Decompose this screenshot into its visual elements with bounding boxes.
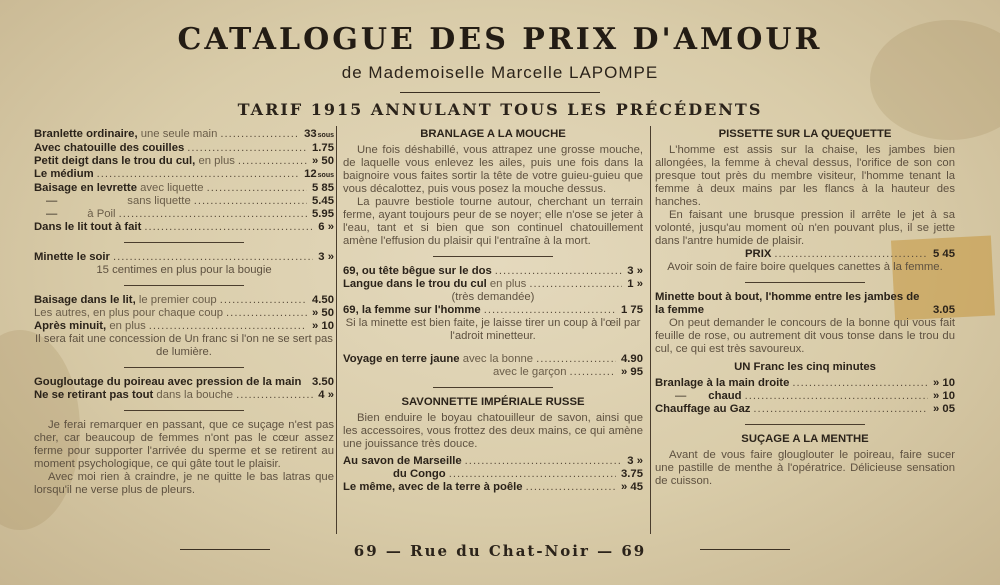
price-row: — chaud ..... » 10 bbox=[655, 390, 955, 403]
price-row: Baisage dans le lit, le premier coup ..... 4.50 bbox=[34, 294, 334, 307]
price-row: Langue dans le trou du cul en plus ..... 1 » bbox=[343, 278, 643, 291]
price-row: Petit deigt dans le trou du cul, en plus ..... » 50 bbox=[34, 155, 334, 168]
section-heading: BRANLAGE A LA MOUCHE bbox=[420, 128, 566, 140]
column-rule bbox=[650, 126, 651, 534]
column-right bbox=[655, 128, 955, 488]
paragraph: Avec moi rien à craindre, je ne quitte le bas latras que lorsqu'il ne verse plus de pleurs. bbox=[34, 471, 334, 496]
price-row: — sans liquette ..... 5.45 bbox=[34, 195, 334, 208]
price-row: Gougloutage du poireau avec pression de la main 3.50 bbox=[34, 376, 334, 388]
paragraph: Bien enduire le boyau chatouilleur de savon, ainsi que les accessoires, vous frottez des deux mains, ce qui amène une jouissance très douce. bbox=[343, 412, 643, 450]
price-row: Après minuit, en plus ..... » 10 bbox=[34, 320, 334, 333]
divider bbox=[400, 92, 600, 93]
footer-address: 69 — Rue du Chat-Noir — 69 bbox=[353, 542, 647, 560]
price-row: PRIX ..... 5 45 bbox=[655, 248, 955, 261]
footer-ornament bbox=[700, 549, 790, 550]
paragraph: L'homme est assis sur la chaise, les jambes bien allongées, la femme à cheval dessus, l'orifice de son con presque tout près du membre visiteur, l'homme tenant la femme à deux mains par les flancs à la hauteur des hanches. bbox=[655, 144, 955, 208]
section-heading: SAVONNETTE IMPÉRIALE RUSSE bbox=[401, 396, 585, 408]
divider bbox=[124, 410, 244, 411]
divider bbox=[124, 242, 244, 243]
catalogue-subtitle: de Mademoiselle Marcelle LAPOMPE bbox=[341, 63, 659, 82]
price-row: Le médium ..... 12 sous bbox=[34, 168, 334, 182]
price-row: 69, ou tête bêgue sur le dos ..... 3 » bbox=[343, 265, 643, 278]
price-row: Minette bout à bout, l'homme entre les jambes de la femme 3.05 bbox=[655, 291, 955, 316]
note-text: Si la minette est bien faite, je laisse tirer un coup à l'œil par l'adroit minetteur. bbox=[345, 317, 641, 342]
price-row: Baisage en levrette avec liquette ..... 5 85 bbox=[34, 182, 334, 195]
divider bbox=[745, 424, 865, 425]
paragraph: Avant de vous faire glouglouter le poireau, faire sucer une pastille de menthe à l'opératrice. Délicieuse sensation de cuisson. bbox=[655, 449, 955, 487]
divider bbox=[124, 285, 244, 286]
catalogue-title: CATALOGUE DES PRIX D'AMOUR bbox=[177, 22, 823, 57]
price-row: Ne se retirant pas tout dans la bouche ..... 4 » bbox=[34, 389, 334, 402]
price-row: Branlage à la main droite ..... » 10 bbox=[655, 377, 955, 390]
note-text: 15 centimes en plus pour la bougie bbox=[96, 264, 272, 276]
paragraph: La pauvre bestiole tourne autour, cherchant un terrain ferme, ayant toujours peur de se noyer; elle n'ose se jeter à l'eau, tant et si bien que son continuel chatouillement amène l'effusion du plaisir qui l'entraîne à la mort. bbox=[343, 196, 643, 247]
price-row: — à Poil ..... 5.95 bbox=[34, 208, 334, 221]
divider bbox=[433, 387, 553, 388]
column-middle bbox=[343, 128, 643, 494]
divider bbox=[745, 282, 865, 283]
paragraph: En faisant une brusque pression il arrête le jet à sa volonté, jusqu'au moment où n'en pouvant plus, il se jette dans l'antre humide de plaisir. bbox=[655, 209, 955, 247]
price-row: Minette le soir ..... 3 » bbox=[34, 251, 334, 264]
price-row: Les autres, en plus pour chaque coup ..... » 50 bbox=[34, 307, 334, 320]
price-row: Au savon de Marseille ..... 3 » bbox=[343, 455, 643, 468]
price-row: avec le garçon ..... » 95 bbox=[343, 366, 643, 379]
price-row: Chauffage au Gaz ..... » 05 bbox=[655, 403, 955, 416]
column-rule bbox=[336, 126, 337, 534]
note-text: Il sera fait une concession de Un franc si l'on ne se sert pas de lumière. bbox=[35, 333, 333, 358]
column-left bbox=[34, 128, 334, 497]
price-row: Dans le lit tout à fait ..... 6 » bbox=[34, 221, 334, 234]
section-heading: PISSETTE SUR LA QUEQUETTE bbox=[718, 128, 892, 140]
paragraph: On peut demander le concours de la bonne qui vous fait feuille de rose, ou autrement dit vous tonse dans le trou du cul, ce qui est très savoureux. bbox=[655, 317, 955, 355]
divider bbox=[124, 367, 244, 368]
price-row: du Congo ..... 3.75 bbox=[343, 468, 643, 481]
price-row: 69, la femme sur l'homme ..... 1 75 bbox=[343, 304, 643, 317]
paragraph: Je ferai remarquer en passant, que ce suçage n'est pas cher, car beaucoup de femmes n'ont pas le cœur assez ferme pour supporter l'arrivée du sperme et se retirent au moment psychologique, ce qui gâte tout le plaisir. bbox=[34, 419, 334, 470]
price-row: Voyage en terre jaune avec la bonne ..... 4.90 bbox=[343, 353, 643, 366]
note-text: Avoir soin de faire boire quelques canettes à la femme. bbox=[667, 261, 943, 273]
price-row: Avec chatouille des couilles ..... 1.75 bbox=[34, 142, 334, 155]
section-heading: UN Franc les cinq minutes bbox=[734, 361, 876, 373]
divider bbox=[433, 256, 553, 257]
section-heading: SUÇAGE A LA MENTHE bbox=[741, 433, 869, 445]
tarif-heading: TARIF 1915 ANNULANT TOUS LES PRÉCÉDENTS bbox=[237, 100, 763, 119]
paragraph: Une fois déshabillé, vous attrapez une grosse mouche, de laquelle vous enlevez les ailes, puis une fois dans la baignoire vous faites sortir la tête de votre guieu-guieu que vous décalottez, puis vous posez la mouche dessus. bbox=[343, 144, 643, 195]
price-row: Branlette ordinaire, une seule main ..... 33 sous bbox=[34, 128, 334, 142]
price-row: Le même, avec de la terre à poêle ..... » 45 bbox=[343, 481, 643, 494]
note-text: (très demandée) bbox=[451, 291, 535, 303]
